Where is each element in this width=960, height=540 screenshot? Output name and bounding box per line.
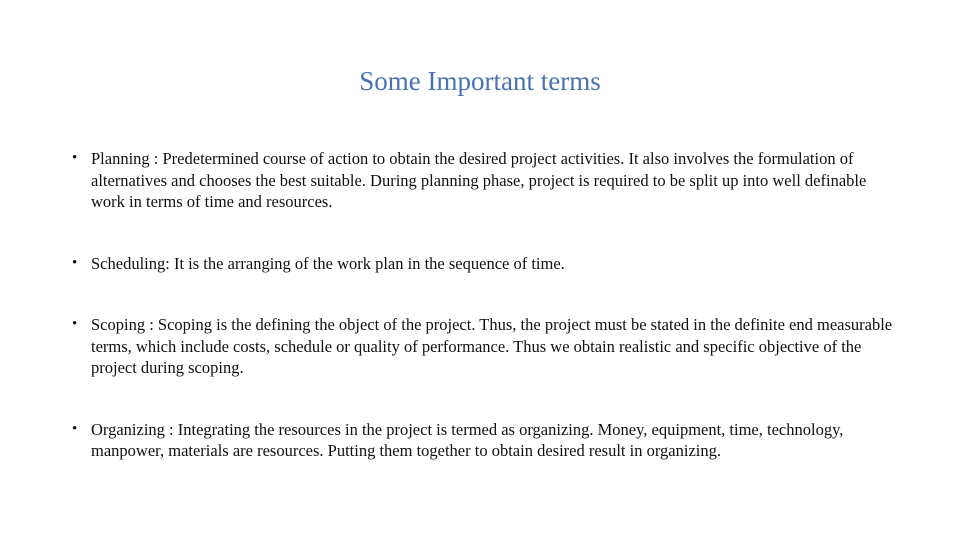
bullet-text: Scheduling: It is the arranging of the work plan in the sequence of time.: [91, 253, 565, 273]
bullet-dot-icon: •: [72, 254, 78, 271]
bullet-dot-icon: •: [72, 420, 78, 437]
bullet-text: Planning : Predetermined course of action to obtain the desired project activities. It also involves the formulation of alternatives and chooses the best suitable. During planning phase, project is required to be split up into well definable work in terms of time and resources.: [91, 149, 867, 211]
bullet-scoping: [72, 314, 902, 379]
bullet-scheduling: [72, 253, 902, 275]
slide-title: Some Important terms: [359, 66, 601, 96]
bullet-list: [72, 148, 902, 462]
bullet-planning: [72, 148, 902, 213]
bullet-dot-icon: •: [72, 150, 78, 166]
bullet-text: Scoping : Scoping is the defining the object of the project. Thus, the project must be stated in the definite end measurable terms, which include costs, schedule or quality of performance. Thus we obtain realistic and specific objective of the project during scoping.: [91, 315, 893, 377]
bullet-organizing: [72, 419, 902, 462]
bullet-text: Organizing : Integrating the resources in the project is termed as organizing. Money, equipment, time, technology, manpower, materials are resources. Putting them together to obtain desired result in organizing.: [91, 419, 844, 460]
bullet-dot-icon: •: [72, 316, 78, 332]
